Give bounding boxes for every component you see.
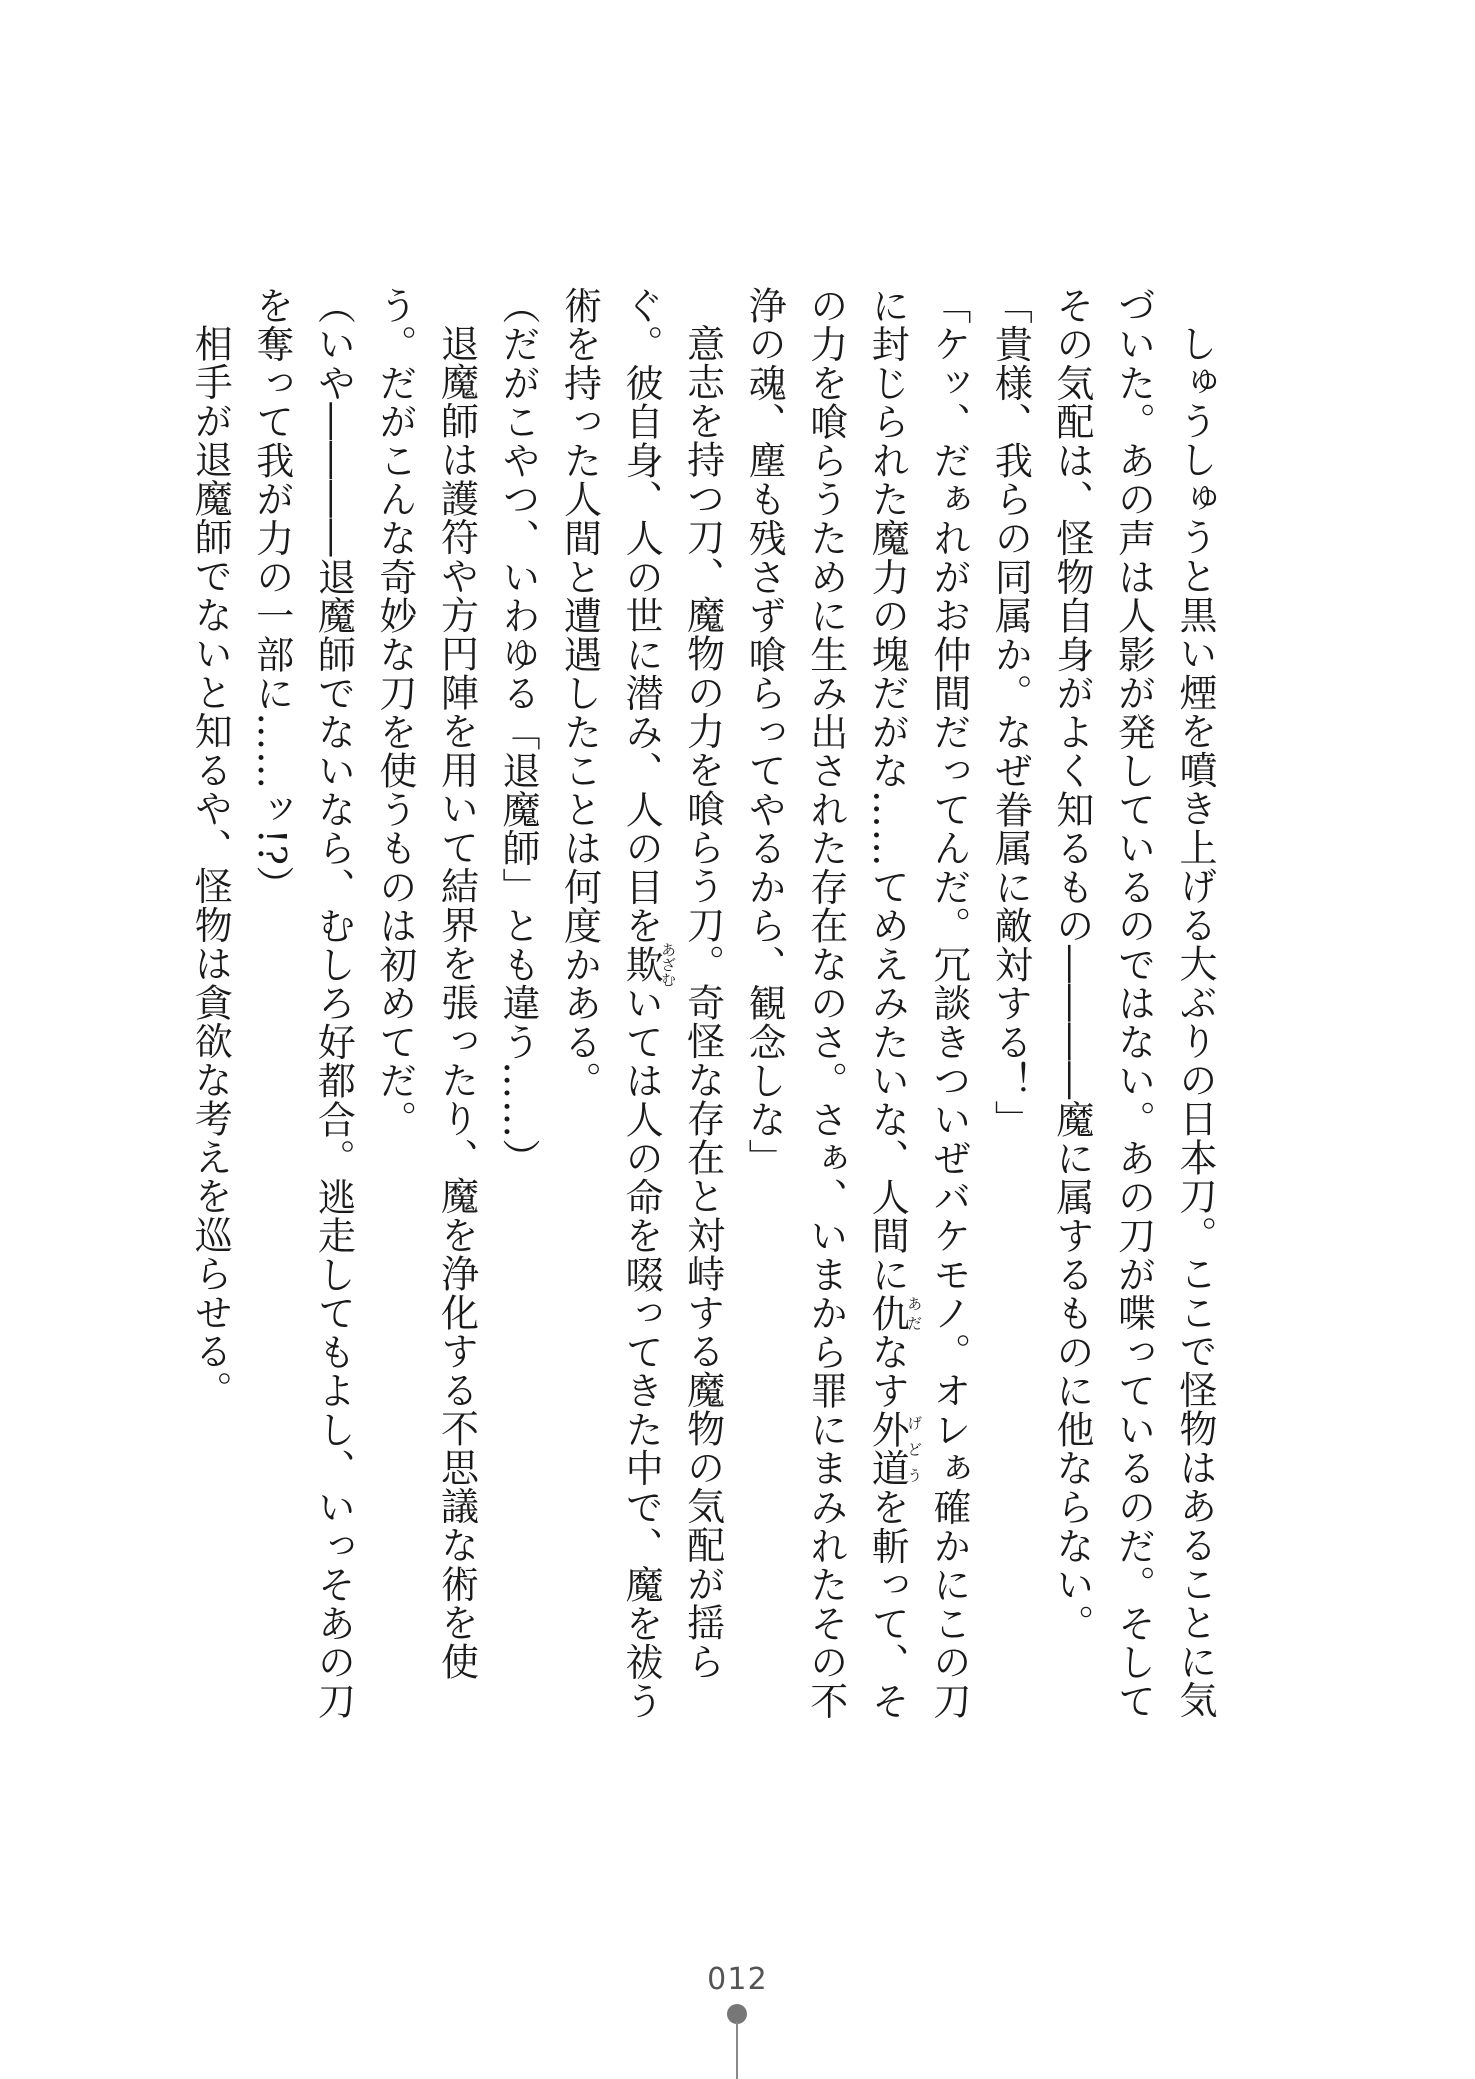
text-run: （いや――――退魔師でないなら、むしろ好都合。逃走してもよし、いっそあの刀を奪って我が力の一部に……ッ!?） — [249, 286, 356, 1721]
paragraph — [979, 286, 1041, 1746]
ruby-reading: あざむ — [659, 941, 678, 987]
ruby-annotation — [619, 941, 678, 987]
ruby-base: 欺 — [619, 941, 664, 987]
page-marker-dot — [727, 2004, 747, 2024]
text-run: なす — [865, 1332, 910, 1411]
text-run: 退魔師は護符や方円陣を用いて結界を張ったり、魔を浄化する不思議な術を使う。だがこんな奇妙な刀を使うものは初めてだ。 — [372, 286, 479, 1681]
paragraph — [1040, 286, 1225, 1746]
paragraph — [486, 286, 548, 1746]
text-run: しゅうしゅうと黒い煙を噴き上げる大ぶりの日本刀。ここで怪物はあることに気づいた。あの声は人影が発しているのではない。あの刀が喋っているのだ。そしてその気配は、怪物自身がよく知るもの――――魔に属するものに他ならない。 — [1049, 286, 1217, 1721]
paragraph — [733, 286, 979, 1746]
page-marker-line — [736, 2022, 738, 2079]
paragraph — [240, 286, 363, 1746]
ruby-reading: あだ — [905, 1293, 924, 1333]
page-marker-icon — [727, 2004, 747, 2079]
text-run: （だがこやつ、いわゆる「退魔師」とも違う……） — [495, 286, 540, 1178]
vertical-text-body — [179, 286, 1225, 1746]
text-run: 相手が退魔師でないと知るや、怪物は貪欲な考えを巡らせる。 — [188, 324, 233, 1410]
text-run: を斬って、その力を喰らうために生み出された存在なのさ。さぁ、いまから罪にまみれたその不浄の魂、塵も残さず喰らってやるから、観念しな」 — [742, 286, 910, 1721]
ruby-base: 仇 — [865, 1293, 910, 1333]
paragraph — [179, 286, 241, 1746]
page-number: 012 — [707, 1962, 768, 1997]
text-run: 意志を持つ刀、魔物の力を喰らう刀。奇怪な存在と対峙する魔物の気配が揺らぐ。彼自身、人の世に潜み、人の目を — [619, 286, 725, 1681]
ruby-base: 外道 — [865, 1410, 910, 1488]
ruby-annotation — [865, 1293, 924, 1333]
text-run: 「ケッ、だぁれがお仲間だってんだ。冗談きついぜバケモノ。オレぁ確かにこの刀に封じられた魔力の塊だがな……てめえみたいな、人間に — [865, 286, 971, 1721]
paragraph — [548, 286, 733, 1746]
ruby-annotation — [865, 1410, 924, 1488]
ruby-reading: げどう — [905, 1410, 924, 1488]
text-run: 「貴様、我らの同属か。なぜ眷属に敵対する！」 — [988, 286, 1033, 1139]
text-run: いては人の命を啜ってきた中で、魔を祓う術を持った人間と遭遇したことは何度かある。 — [557, 286, 664, 1721]
paragraph — [363, 286, 486, 1746]
